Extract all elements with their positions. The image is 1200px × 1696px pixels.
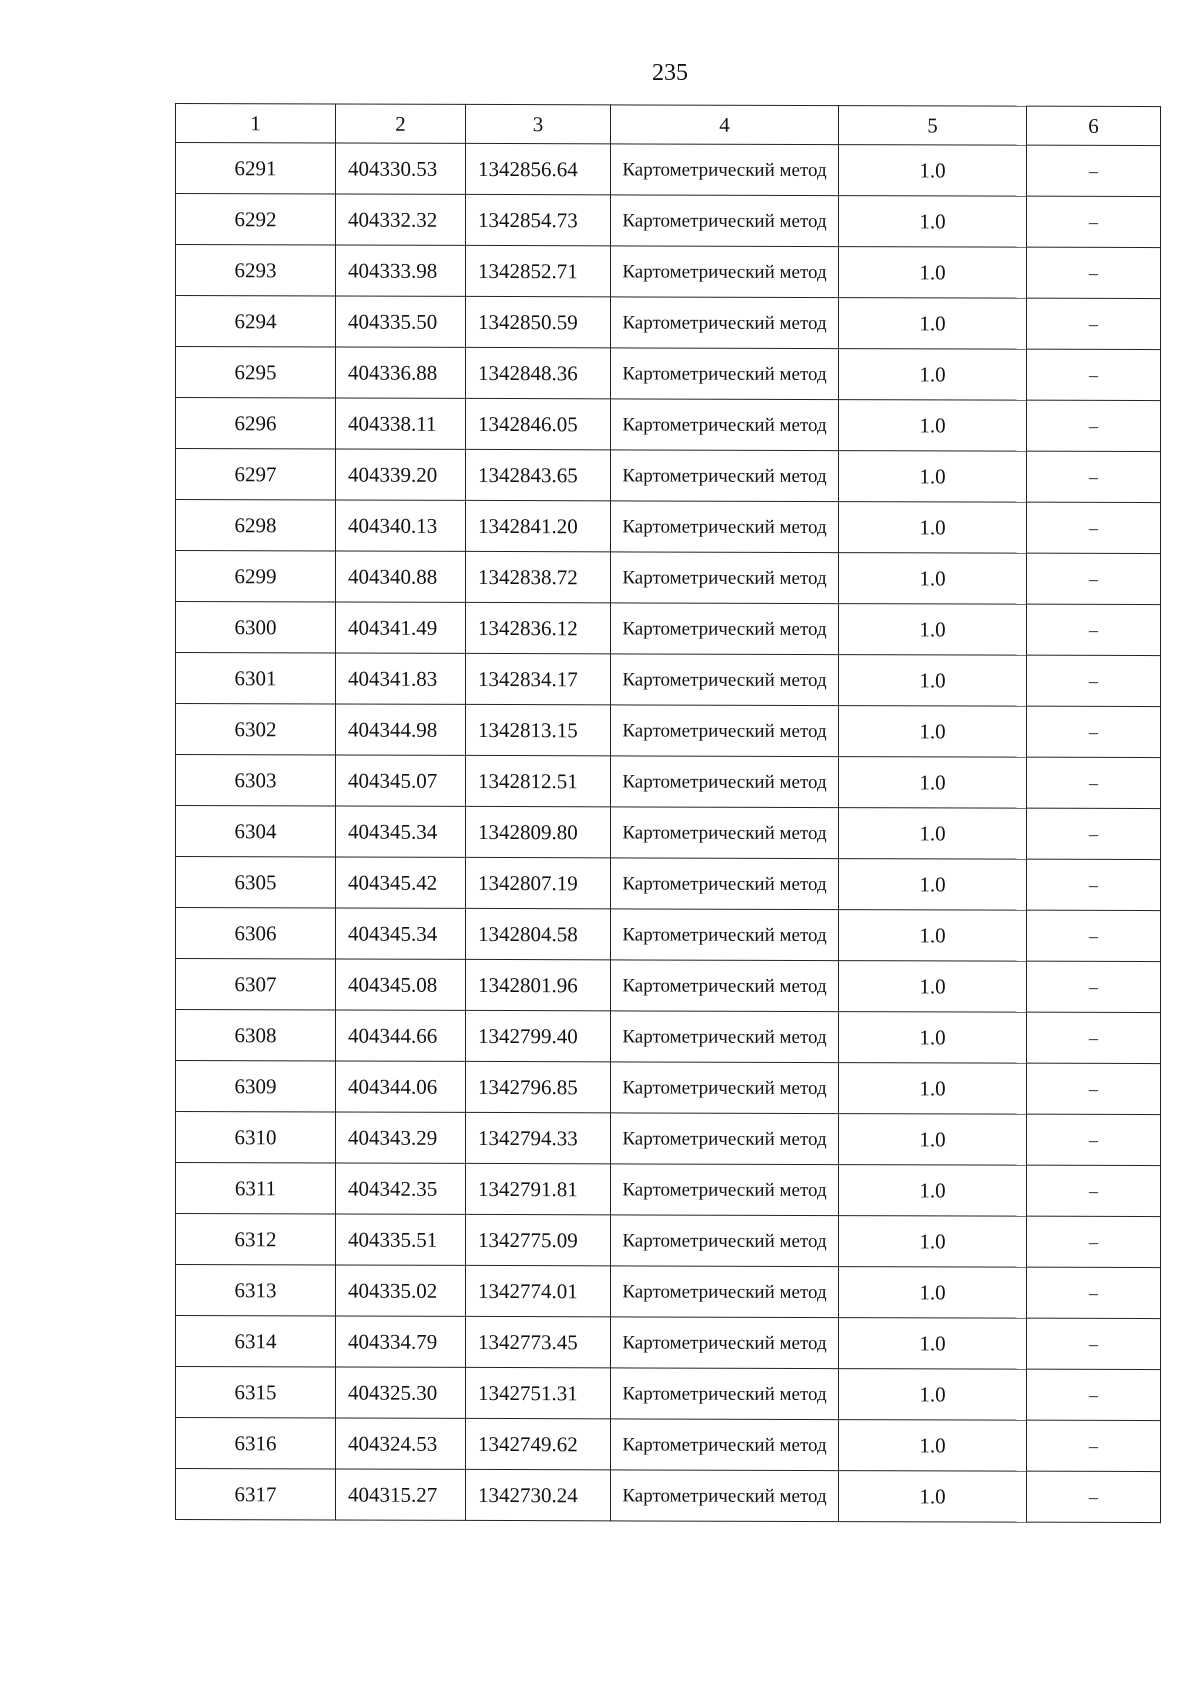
accuracy-cell: 1.0 xyxy=(839,1063,1027,1115)
y-coordinate-cell: 1342848.36 xyxy=(466,347,611,398)
note-cell: – xyxy=(1027,1012,1161,1063)
accuracy-cell: 1.0 xyxy=(839,298,1027,350)
point-number-cell: 6315 xyxy=(176,1367,336,1419)
table-row xyxy=(176,1010,1161,1064)
accuracy-cell: 1.0 xyxy=(839,1471,1027,1523)
table-row xyxy=(176,653,1161,707)
method-cell: Картометрический метод xyxy=(611,1317,839,1369)
note-cell: – xyxy=(1027,1369,1161,1420)
point-number-cell: 6299 xyxy=(176,551,336,603)
method-cell: Картометрический метод xyxy=(611,552,839,604)
note-cell: – xyxy=(1027,1420,1161,1471)
y-coordinate-cell: 1342836.12 xyxy=(466,602,611,653)
y-coordinate-cell: 1342749.62 xyxy=(466,1418,611,1469)
method-cell: Картометрический метод xyxy=(611,501,839,553)
x-coordinate-cell: 404334.79 xyxy=(336,1316,466,1367)
table-row xyxy=(176,1316,1161,1370)
x-coordinate-cell: 404344.66 xyxy=(336,1010,466,1061)
table-row xyxy=(176,1265,1161,1319)
note-cell: – xyxy=(1027,757,1161,808)
method-cell: Картометрический метод xyxy=(611,1470,839,1522)
note-cell: – xyxy=(1027,655,1161,706)
note-cell: – xyxy=(1027,553,1161,604)
accuracy-cell: 1.0 xyxy=(839,1114,1027,1166)
table-row xyxy=(176,194,1161,248)
y-coordinate-cell: 1342850.59 xyxy=(466,296,611,347)
method-cell: Картометрический метод xyxy=(611,1419,839,1471)
point-number-cell: 6294 xyxy=(176,296,336,348)
accuracy-cell: 1.0 xyxy=(839,655,1027,707)
column-header-4: 4 xyxy=(611,105,839,145)
accuracy-cell: 1.0 xyxy=(839,757,1027,809)
note-cell: – xyxy=(1027,400,1161,451)
method-cell: Картометрический метод xyxy=(611,399,839,451)
y-coordinate-cell: 1342846.05 xyxy=(466,398,611,449)
method-cell: Картометрический метод xyxy=(611,1266,839,1318)
method-cell: Картометрический метод xyxy=(611,1113,839,1165)
x-coordinate-cell: 404333.98 xyxy=(336,245,466,296)
accuracy-cell: 1.0 xyxy=(839,1420,1027,1472)
point-number-cell: 6302 xyxy=(176,704,336,756)
note-cell: – xyxy=(1027,961,1161,1012)
y-coordinate-cell: 1342813.15 xyxy=(466,704,611,755)
x-coordinate-cell: 404325.30 xyxy=(336,1367,466,1418)
point-number-cell: 6291 xyxy=(176,143,336,195)
table-row xyxy=(176,959,1161,1013)
point-number-cell: 6311 xyxy=(176,1163,336,1215)
method-cell: Картометрический метод xyxy=(611,144,839,196)
y-coordinate-cell: 1342843.65 xyxy=(466,449,611,500)
note-cell: – xyxy=(1027,349,1161,400)
point-number-cell: 6303 xyxy=(176,755,336,807)
table-row xyxy=(176,908,1161,962)
table-row xyxy=(176,347,1161,401)
accuracy-cell: 1.0 xyxy=(839,1165,1027,1217)
method-cell: Картометрический метод xyxy=(611,1062,839,1114)
x-coordinate-cell: 404345.34 xyxy=(336,806,466,857)
table-row xyxy=(176,449,1161,503)
x-coordinate-cell: 404343.29 xyxy=(336,1112,466,1163)
note-cell: – xyxy=(1027,1267,1161,1318)
y-coordinate-cell: 1342773.45 xyxy=(466,1316,611,1367)
note-cell: – xyxy=(1027,910,1161,961)
y-coordinate-cell: 1342794.33 xyxy=(466,1112,611,1163)
accuracy-cell: 1.0 xyxy=(839,502,1027,554)
table-row xyxy=(176,1163,1161,1217)
accuracy-cell: 1.0 xyxy=(839,910,1027,962)
point-number-cell: 6297 xyxy=(176,449,336,501)
method-cell: Картометрический метод xyxy=(611,858,839,910)
y-coordinate-cell: 1342751.31 xyxy=(466,1367,611,1418)
point-number-cell: 6316 xyxy=(176,1418,336,1470)
note-cell: – xyxy=(1027,247,1161,298)
method-cell: Картометрический метод xyxy=(611,1164,839,1216)
column-header-1: 1 xyxy=(176,104,336,144)
point-number-cell: 6312 xyxy=(176,1214,336,1266)
point-number-cell: 6301 xyxy=(176,653,336,705)
column-header-2: 2 xyxy=(336,104,466,143)
method-cell: Картометрический метод xyxy=(611,1368,839,1420)
column-header-5: 5 xyxy=(839,106,1027,146)
method-cell: Картометрический метод xyxy=(611,705,839,757)
table-row xyxy=(176,245,1161,299)
y-coordinate-cell: 1342799.40 xyxy=(466,1010,611,1061)
y-coordinate-cell: 1342856.64 xyxy=(466,143,611,194)
x-coordinate-cell: 404338.11 xyxy=(336,398,466,449)
note-cell: – xyxy=(1027,604,1161,655)
method-cell: Картометрический метод xyxy=(611,246,839,298)
x-coordinate-cell: 404344.98 xyxy=(336,704,466,755)
method-cell: Картометрический метод xyxy=(611,297,839,349)
method-cell: Картометрический метод xyxy=(611,756,839,808)
table-row xyxy=(176,398,1161,452)
accuracy-cell: 1.0 xyxy=(839,1369,1027,1421)
point-number-cell: 6300 xyxy=(176,602,336,654)
note-cell: – xyxy=(1027,1114,1161,1165)
table-row xyxy=(176,296,1161,350)
x-coordinate-cell: 404335.02 xyxy=(336,1265,466,1316)
x-coordinate-cell: 404345.34 xyxy=(336,908,466,959)
y-coordinate-cell: 1342834.17 xyxy=(466,653,611,704)
coordinates-table xyxy=(175,103,1161,1523)
point-number-cell: 6317 xyxy=(176,1469,336,1521)
x-coordinate-cell: 404345.42 xyxy=(336,857,466,908)
accuracy-cell: 1.0 xyxy=(839,859,1027,911)
table-row xyxy=(176,602,1161,656)
accuracy-cell: 1.0 xyxy=(839,1318,1027,1370)
x-coordinate-cell: 404344.06 xyxy=(336,1061,466,1112)
accuracy-cell: 1.0 xyxy=(839,1267,1027,1319)
x-coordinate-cell: 404341.83 xyxy=(336,653,466,704)
point-number-cell: 6298 xyxy=(176,500,336,552)
accuracy-cell: 1.0 xyxy=(839,961,1027,1013)
x-coordinate-cell: 404335.50 xyxy=(336,296,466,347)
accuracy-cell: 1.0 xyxy=(839,808,1027,860)
x-coordinate-cell: 404340.13 xyxy=(336,500,466,551)
point-number-cell: 6307 xyxy=(176,959,336,1011)
x-coordinate-cell: 404339.20 xyxy=(336,449,466,500)
note-cell: – xyxy=(1027,1063,1161,1114)
x-coordinate-cell: 404315.27 xyxy=(336,1469,466,1520)
x-coordinate-cell: 404341.49 xyxy=(336,602,466,653)
note-cell: – xyxy=(1027,502,1161,553)
table-row xyxy=(176,704,1161,758)
method-cell: Картометрический метод xyxy=(611,960,839,1012)
x-coordinate-cell: 404336.88 xyxy=(336,347,466,398)
method-cell: Картометрический метод xyxy=(611,807,839,859)
note-cell: – xyxy=(1027,1165,1161,1216)
x-coordinate-cell: 404345.07 xyxy=(336,755,466,806)
y-coordinate-cell: 1342774.01 xyxy=(466,1265,611,1316)
accuracy-cell: 1.0 xyxy=(839,553,1027,605)
accuracy-cell: 1.0 xyxy=(839,145,1027,197)
y-coordinate-cell: 1342854.73 xyxy=(466,194,611,245)
method-cell: Картометрический метод xyxy=(611,909,839,961)
note-cell: – xyxy=(1027,1318,1161,1369)
point-number-cell: 6305 xyxy=(176,857,336,909)
point-number-cell: 6292 xyxy=(176,194,336,246)
method-cell: Картометрический метод xyxy=(611,1215,839,1267)
point-number-cell: 6306 xyxy=(176,908,336,960)
table-row xyxy=(176,1418,1161,1472)
y-coordinate-cell: 1342730.24 xyxy=(466,1469,611,1520)
note-cell: – xyxy=(1027,298,1161,349)
y-coordinate-cell: 1342852.71 xyxy=(466,245,611,296)
accuracy-cell: 1.0 xyxy=(839,706,1027,758)
method-cell: Картометрический метод xyxy=(611,654,839,706)
table-row xyxy=(176,1112,1161,1166)
table-row xyxy=(176,500,1161,554)
table-row xyxy=(176,1469,1161,1523)
table-row xyxy=(176,857,1161,911)
table-row xyxy=(176,1367,1161,1421)
x-coordinate-cell: 404335.51 xyxy=(336,1214,466,1265)
note-cell: – xyxy=(1027,859,1161,910)
y-coordinate-cell: 1342807.19 xyxy=(466,857,611,908)
x-coordinate-cell: 404345.08 xyxy=(336,959,466,1010)
table-row xyxy=(176,551,1161,605)
method-cell: Картометрический метод xyxy=(611,450,839,502)
y-coordinate-cell: 1342804.58 xyxy=(466,908,611,959)
point-number-cell: 6313 xyxy=(176,1265,336,1317)
x-coordinate-cell: 404330.53 xyxy=(336,143,466,194)
point-number-cell: 6295 xyxy=(176,347,336,399)
x-coordinate-cell: 404332.32 xyxy=(336,194,466,245)
accuracy-cell: 1.0 xyxy=(839,349,1027,401)
accuracy-cell: 1.0 xyxy=(839,451,1027,503)
accuracy-cell: 1.0 xyxy=(839,1012,1027,1064)
accuracy-cell: 1.0 xyxy=(839,400,1027,452)
y-coordinate-cell: 1342812.51 xyxy=(466,755,611,806)
x-coordinate-cell: 404324.53 xyxy=(336,1418,466,1469)
y-coordinate-cell: 1342801.96 xyxy=(466,959,611,1010)
table-row xyxy=(176,143,1161,197)
note-cell: – xyxy=(1027,706,1161,757)
method-cell: Картометрический метод xyxy=(611,1011,839,1063)
note-cell: – xyxy=(1027,196,1161,247)
method-cell: Картометрический метод xyxy=(611,348,839,400)
point-number-cell: 6296 xyxy=(176,398,336,450)
x-coordinate-cell: 404342.35 xyxy=(336,1163,466,1214)
y-coordinate-cell: 1342791.81 xyxy=(466,1163,611,1214)
point-number-cell: 6293 xyxy=(176,245,336,297)
accuracy-cell: 1.0 xyxy=(839,247,1027,299)
note-cell: – xyxy=(1027,451,1161,502)
y-coordinate-cell: 1342775.09 xyxy=(466,1214,611,1265)
column-header-3: 3 xyxy=(466,104,611,143)
method-cell: Картометрический метод xyxy=(611,195,839,247)
point-number-cell: 6310 xyxy=(176,1112,336,1164)
y-coordinate-cell: 1342841.20 xyxy=(466,500,611,551)
point-number-cell: 6309 xyxy=(176,1061,336,1113)
table-body xyxy=(176,143,1161,1523)
header-row xyxy=(176,104,1161,146)
page-number: 235 xyxy=(652,60,688,86)
method-cell: Картометрический метод xyxy=(611,603,839,655)
note-cell: – xyxy=(1027,145,1161,196)
y-coordinate-cell: 1342796.85 xyxy=(466,1061,611,1112)
table-row xyxy=(176,806,1161,860)
x-coordinate-cell: 404340.88 xyxy=(336,551,466,602)
table-row xyxy=(176,1061,1161,1115)
point-number-cell: 6308 xyxy=(176,1010,336,1062)
note-cell: – xyxy=(1027,1471,1161,1522)
y-coordinate-cell: 1342838.72 xyxy=(466,551,611,602)
accuracy-cell: 1.0 xyxy=(839,196,1027,248)
table-row xyxy=(176,1214,1161,1268)
note-cell: – xyxy=(1027,808,1161,859)
column-header-6: 6 xyxy=(1027,106,1161,145)
accuracy-cell: 1.0 xyxy=(839,604,1027,656)
y-coordinate-cell: 1342809.80 xyxy=(466,806,611,857)
point-number-cell: 6314 xyxy=(176,1316,336,1368)
note-cell: – xyxy=(1027,1216,1161,1267)
accuracy-cell: 1.0 xyxy=(839,1216,1027,1268)
point-number-cell: 6304 xyxy=(176,806,336,858)
table-row xyxy=(176,755,1161,809)
